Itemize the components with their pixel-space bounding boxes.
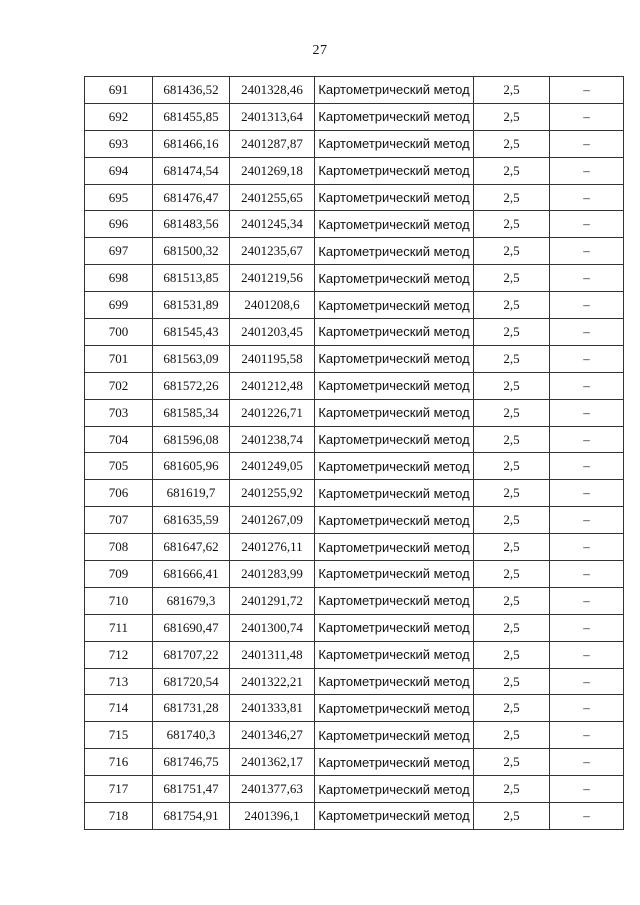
- note-cell: –: [550, 372, 624, 399]
- y-coordinate-cell: 2401226,71: [230, 399, 315, 426]
- y-coordinate-cell: 2401212,48: [230, 372, 315, 399]
- point-number-cell: 713: [85, 668, 153, 695]
- accuracy-cell: 2,5: [474, 641, 550, 668]
- method-cell: Картометрический метод: [315, 399, 474, 426]
- point-number-cell: 694: [85, 157, 153, 184]
- point-number-cell: 698: [85, 265, 153, 292]
- note-cell: –: [550, 453, 624, 480]
- note-cell: –: [550, 292, 624, 319]
- y-coordinate-cell: 2401208,6: [230, 292, 315, 319]
- method-cell: Картометрический метод: [315, 534, 474, 561]
- y-coordinate-cell: 2401300,74: [230, 614, 315, 641]
- method-cell: Картометрический метод: [315, 265, 474, 292]
- y-coordinate-cell: 2401283,99: [230, 561, 315, 588]
- table-row: [85, 695, 624, 722]
- table-row: [85, 211, 624, 238]
- point-number-cell: 706: [85, 480, 153, 507]
- note-cell: –: [550, 668, 624, 695]
- note-cell: –: [550, 130, 624, 157]
- note-cell: –: [550, 426, 624, 453]
- note-cell: –: [550, 77, 624, 104]
- table-row: [85, 292, 624, 319]
- accuracy-cell: 2,5: [474, 426, 550, 453]
- page-number: 27: [312, 43, 328, 58]
- x-coordinate-cell: 681707,22: [153, 641, 230, 668]
- x-coordinate-cell: 681635,59: [153, 507, 230, 534]
- accuracy-cell: 2,5: [474, 345, 550, 372]
- y-coordinate-cell: 2401238,74: [230, 426, 315, 453]
- x-coordinate-cell: 681500,32: [153, 238, 230, 265]
- x-coordinate-cell: 681720,54: [153, 668, 230, 695]
- table-row: [85, 77, 624, 104]
- accuracy-cell: 2,5: [474, 319, 550, 346]
- note-cell: –: [550, 507, 624, 534]
- method-cell: Картометрический метод: [315, 103, 474, 130]
- note-cell: –: [550, 265, 624, 292]
- note-cell: –: [550, 641, 624, 668]
- accuracy-cell: 2,5: [474, 453, 550, 480]
- method-cell: Картометрический метод: [315, 292, 474, 319]
- y-coordinate-cell: 2401377,63: [230, 776, 315, 803]
- y-coordinate-cell: 2401333,81: [230, 695, 315, 722]
- coordinates-table: [84, 76, 624, 830]
- note-cell: –: [550, 238, 624, 265]
- note-cell: –: [550, 614, 624, 641]
- x-coordinate-cell: 681436,52: [153, 77, 230, 104]
- y-coordinate-cell: 2401195,58: [230, 345, 315, 372]
- point-number-cell: 708: [85, 534, 153, 561]
- accuracy-cell: 2,5: [474, 372, 550, 399]
- point-number-cell: 695: [85, 184, 153, 211]
- method-cell: Картометрический метод: [315, 749, 474, 776]
- accuracy-cell: 2,5: [474, 614, 550, 641]
- point-number-cell: 693: [85, 130, 153, 157]
- point-number-cell: 709: [85, 561, 153, 588]
- table-row: [85, 426, 624, 453]
- y-coordinate-cell: 2401346,27: [230, 722, 315, 749]
- note-cell: –: [550, 480, 624, 507]
- accuracy-cell: 2,5: [474, 103, 550, 130]
- accuracy-cell: 2,5: [474, 184, 550, 211]
- accuracy-cell: 2,5: [474, 695, 550, 722]
- table-row: [85, 130, 624, 157]
- note-cell: –: [550, 399, 624, 426]
- method-cell: Картометрический метод: [315, 695, 474, 722]
- y-coordinate-cell: 2401203,45: [230, 319, 315, 346]
- y-coordinate-cell: 2401255,92: [230, 480, 315, 507]
- y-coordinate-cell: 2401235,67: [230, 238, 315, 265]
- table-row: [85, 722, 624, 749]
- accuracy-cell: 2,5: [474, 480, 550, 507]
- x-coordinate-cell: 681531,89: [153, 292, 230, 319]
- x-coordinate-cell: 681666,41: [153, 561, 230, 588]
- method-cell: Картометрический метод: [315, 211, 474, 238]
- method-cell: Картометрический метод: [315, 184, 474, 211]
- table-row: [85, 480, 624, 507]
- note-cell: –: [550, 776, 624, 803]
- note-cell: –: [550, 319, 624, 346]
- x-coordinate-cell: 681455,85: [153, 103, 230, 130]
- x-coordinate-cell: 681572,26: [153, 372, 230, 399]
- accuracy-cell: 2,5: [474, 292, 550, 319]
- y-coordinate-cell: 2401287,87: [230, 130, 315, 157]
- accuracy-cell: 2,5: [474, 587, 550, 614]
- x-coordinate-cell: 681751,47: [153, 776, 230, 803]
- point-number-cell: 703: [85, 399, 153, 426]
- point-number-cell: 716: [85, 749, 153, 776]
- y-coordinate-cell: 2401396,1: [230, 803, 315, 830]
- point-number-cell: 702: [85, 372, 153, 399]
- point-number-cell: 714: [85, 695, 153, 722]
- accuracy-cell: 2,5: [474, 803, 550, 830]
- x-coordinate-cell: 681679,3: [153, 587, 230, 614]
- point-number-cell: 715: [85, 722, 153, 749]
- method-cell: Картометрический метод: [315, 453, 474, 480]
- point-number-cell: 699: [85, 292, 153, 319]
- x-coordinate-cell: 681476,47: [153, 184, 230, 211]
- note-cell: –: [550, 534, 624, 561]
- x-coordinate-cell: 681690,47: [153, 614, 230, 641]
- x-coordinate-cell: 681619,7: [153, 480, 230, 507]
- x-coordinate-cell: 681545,43: [153, 319, 230, 346]
- table-row: [85, 265, 624, 292]
- accuracy-cell: 2,5: [474, 534, 550, 561]
- table-row: [85, 399, 624, 426]
- point-number-cell: 701: [85, 345, 153, 372]
- note-cell: –: [550, 695, 624, 722]
- method-cell: Картометрический метод: [315, 668, 474, 695]
- table-row: [85, 372, 624, 399]
- y-coordinate-cell: 2401267,09: [230, 507, 315, 534]
- note-cell: –: [550, 803, 624, 830]
- accuracy-cell: 2,5: [474, 238, 550, 265]
- accuracy-cell: 2,5: [474, 776, 550, 803]
- y-coordinate-cell: 2401269,18: [230, 157, 315, 184]
- note-cell: –: [550, 587, 624, 614]
- y-coordinate-cell: 2401276,11: [230, 534, 315, 561]
- accuracy-cell: 2,5: [474, 668, 550, 695]
- method-cell: Картометрический метод: [315, 776, 474, 803]
- y-coordinate-cell: 2401362,17: [230, 749, 315, 776]
- x-coordinate-cell: 681483,56: [153, 211, 230, 238]
- table-row: [85, 776, 624, 803]
- table-row: [85, 319, 624, 346]
- x-coordinate-cell: 681513,85: [153, 265, 230, 292]
- table-row: [85, 561, 624, 588]
- method-cell: Картометрический метод: [315, 722, 474, 749]
- table-row: [85, 238, 624, 265]
- accuracy-cell: 2,5: [474, 722, 550, 749]
- y-coordinate-cell: 2401219,56: [230, 265, 315, 292]
- table-row: [85, 641, 624, 668]
- method-cell: Картометрический метод: [315, 507, 474, 534]
- y-coordinate-cell: 2401255,65: [230, 184, 315, 211]
- method-cell: Картометрический метод: [315, 614, 474, 641]
- note-cell: –: [550, 211, 624, 238]
- accuracy-cell: 2,5: [474, 265, 550, 292]
- y-coordinate-cell: 2401313,64: [230, 103, 315, 130]
- point-number-cell: 692: [85, 103, 153, 130]
- x-coordinate-cell: 681647,62: [153, 534, 230, 561]
- point-number-cell: 717: [85, 776, 153, 803]
- y-coordinate-cell: 2401328,46: [230, 77, 315, 104]
- method-cell: Картометрический метод: [315, 641, 474, 668]
- point-number-cell: 704: [85, 426, 153, 453]
- table-row: [85, 749, 624, 776]
- x-coordinate-cell: 681585,34: [153, 399, 230, 426]
- table-row: [85, 587, 624, 614]
- method-cell: Картометрический метод: [315, 238, 474, 265]
- coordinates-table-body: [85, 77, 624, 830]
- x-coordinate-cell: 681731,28: [153, 695, 230, 722]
- accuracy-cell: 2,5: [474, 130, 550, 157]
- point-number-cell: 711: [85, 614, 153, 641]
- note-cell: –: [550, 157, 624, 184]
- point-number-cell: 697: [85, 238, 153, 265]
- x-coordinate-cell: 681466,16: [153, 130, 230, 157]
- accuracy-cell: 2,5: [474, 77, 550, 104]
- point-number-cell: 707: [85, 507, 153, 534]
- x-coordinate-cell: 681746,75: [153, 749, 230, 776]
- table-row: [85, 534, 624, 561]
- note-cell: –: [550, 103, 624, 130]
- note-cell: –: [550, 345, 624, 372]
- y-coordinate-cell: 2401291,72: [230, 587, 315, 614]
- method-cell: Картометрический метод: [315, 426, 474, 453]
- method-cell: Картометрический метод: [315, 587, 474, 614]
- accuracy-cell: 2,5: [474, 749, 550, 776]
- note-cell: –: [550, 561, 624, 588]
- y-coordinate-cell: 2401245,34: [230, 211, 315, 238]
- table-row: [85, 614, 624, 641]
- point-number-cell: 696: [85, 211, 153, 238]
- accuracy-cell: 2,5: [474, 399, 550, 426]
- method-cell: Картометрический метод: [315, 803, 474, 830]
- table-row: [85, 157, 624, 184]
- y-coordinate-cell: 2401322,21: [230, 668, 315, 695]
- x-coordinate-cell: 681754,91: [153, 803, 230, 830]
- point-number-cell: 712: [85, 641, 153, 668]
- accuracy-cell: 2,5: [474, 157, 550, 184]
- accuracy-cell: 2,5: [474, 211, 550, 238]
- method-cell: Картометрический метод: [315, 130, 474, 157]
- method-cell: Картометрический метод: [315, 77, 474, 104]
- table-row: [85, 345, 624, 372]
- note-cell: –: [550, 184, 624, 211]
- x-coordinate-cell: 681596,08: [153, 426, 230, 453]
- point-number-cell: 718: [85, 803, 153, 830]
- x-coordinate-cell: 681740,3: [153, 722, 230, 749]
- x-coordinate-cell: 681605,96: [153, 453, 230, 480]
- table-row: [85, 453, 624, 480]
- method-cell: Картометрический метод: [315, 319, 474, 346]
- point-number-cell: 705: [85, 453, 153, 480]
- point-number-cell: 691: [85, 77, 153, 104]
- table-row: [85, 103, 624, 130]
- method-cell: Картометрический метод: [315, 561, 474, 588]
- table-row: [85, 507, 624, 534]
- x-coordinate-cell: 681563,09: [153, 345, 230, 372]
- table-row: [85, 184, 624, 211]
- method-cell: Картометрический метод: [315, 345, 474, 372]
- note-cell: –: [550, 722, 624, 749]
- accuracy-cell: 2,5: [474, 507, 550, 534]
- x-coordinate-cell: 681474,54: [153, 157, 230, 184]
- point-number-cell: 710: [85, 587, 153, 614]
- y-coordinate-cell: 2401249,05: [230, 453, 315, 480]
- accuracy-cell: 2,5: [474, 561, 550, 588]
- method-cell: Картометрический метод: [315, 157, 474, 184]
- table-row: [85, 803, 624, 830]
- note-cell: –: [550, 749, 624, 776]
- point-number-cell: 700: [85, 319, 153, 346]
- method-cell: Картометрический метод: [315, 372, 474, 399]
- table-row: [85, 668, 624, 695]
- method-cell: Картометрический метод: [315, 480, 474, 507]
- y-coordinate-cell: 2401311,48: [230, 641, 315, 668]
